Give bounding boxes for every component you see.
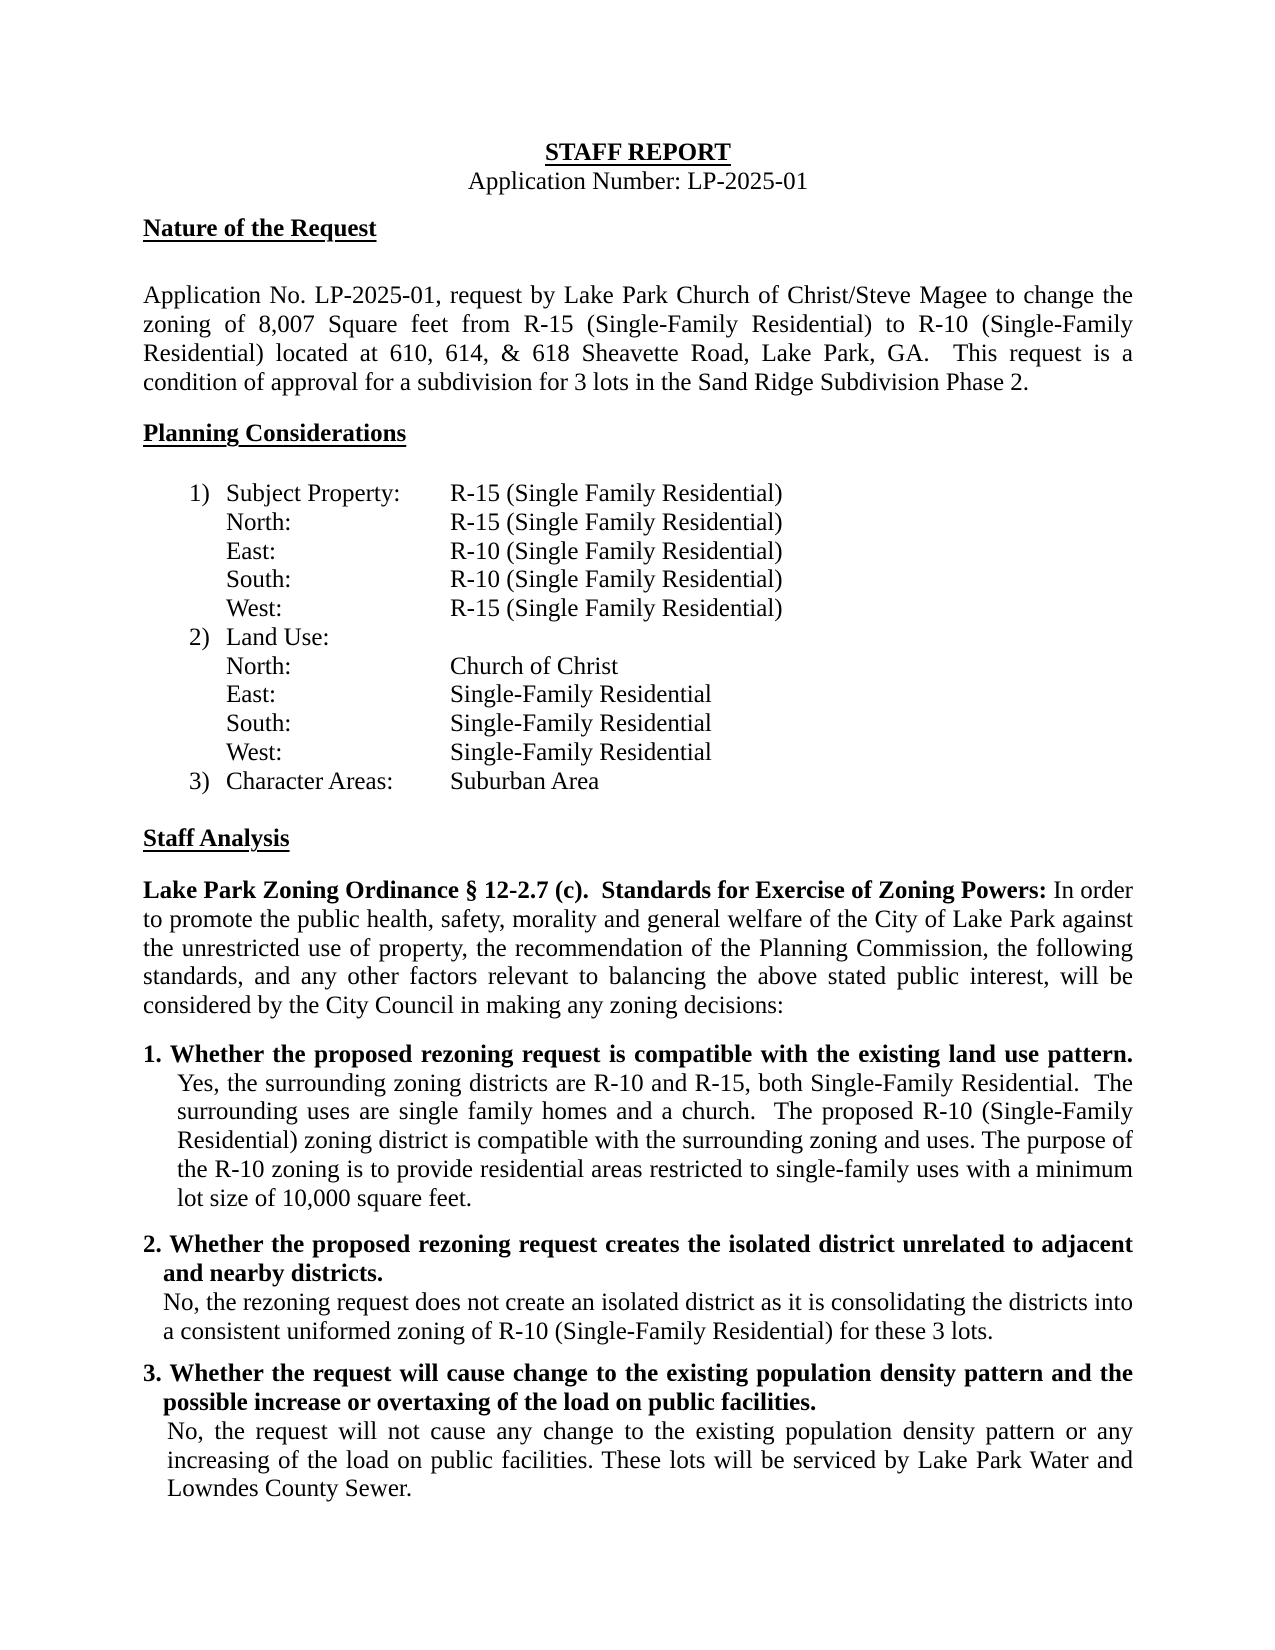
row-label: North: xyxy=(226,508,292,536)
item-number: 2. xyxy=(143,1231,162,1259)
section-heading-planning-considerations: Planning Considerations xyxy=(143,420,407,448)
analysis-item-3 xyxy=(143,1360,1133,1504)
analysis-item-1 xyxy=(143,1041,1133,1214)
row-value: R-15 (Single Family Residential) xyxy=(450,508,783,536)
question-text: Whether the request will cause change to the existing population density pattern and the possible increase or overtaxing of the load on public facilities. xyxy=(163,1360,1133,1416)
row-value: Single-Family Residential xyxy=(450,738,712,766)
planning-row-land-use xyxy=(189,624,1133,653)
nature-of-request-paragraph: Application No. LP-2025-01, request by Lake Park Church of Christ/Steve Magee to change the zoning of 8,007 Square feet from R-15 (Single-Family Residential) to R-10 (Single-Family Residential) located at 610, 614, & 618 Sheavette Road, Lake Park, GA. This request is a condition of approval for a subdivision for 3 lots in the Sand Ridge Subdivision Phase 2. xyxy=(143,282,1133,396)
zoning-ordinance-paragraph xyxy=(143,877,1133,1021)
analysis-answer: Yes, the surrounding zoning districts are R-10 and R-15, both Single-Family Residential. The surrounding uses are single family homes and a church. The proposed R-10 (Single-Family Residential) zoning district is compatible with the surrounding zoning and uses. The purpose of the R-10 zoning is to provide residential areas restricted to single-family uses with a minimum lot size of 10,000 square feet. xyxy=(177,1069,1133,1212)
row-label: West: xyxy=(226,738,283,766)
row-value: Single-Family Residential xyxy=(450,681,712,709)
section-heading-nature-of-request: Nature of the Request xyxy=(143,214,377,242)
row-value: R-10 (Single Family Residential) xyxy=(450,566,783,594)
analysis-answer: No, the rezoning request does not create an isolated district as it is consolidating the districts into a consistent uniformed zoning of R-10 (Single-Family Residential) for these 3 lots. xyxy=(163,1288,1133,1345)
row-label: South: xyxy=(226,566,292,594)
row-label: Land Use: xyxy=(226,623,330,651)
analysis-answer: No, the request will not cause any change to the existing population density pattern or any increasing of the load on public facilities. These lots will be serviced by Lake Park Water and Lowndes County Sewer. xyxy=(167,1417,1133,1503)
row-value: R-10 (Single Family Residential) xyxy=(450,537,783,565)
question-text: Whether the proposed rezoning request is compatible with the existing land use pattern. xyxy=(169,1040,1133,1068)
row-value: R-15 (Single Family Residential) xyxy=(450,480,783,507)
ordinance-text: In order to promote the public health, safety, morality and general welfare of the City of Lake Park against the unrestricted use of property, the recommendation of the Planning Commission, the following standards, and any other factors relevant to balancing the above stated public interest, will be considered by the City Council in making any zoning decisions: xyxy=(143,877,1134,1019)
row-value: Single-Family Residential xyxy=(450,710,712,737)
analysis-question xyxy=(143,1231,1133,1289)
planning-row-landuse-west xyxy=(189,739,1133,768)
row-value: R-15 (Single Family Residential) xyxy=(450,595,783,622)
planning-row-landuse-north xyxy=(189,653,1133,682)
ordinance-citation: Lake Park Zoning Ordinance § 12-2.7 (c). Standards for Exercise of Zoning Powers: xyxy=(143,877,1047,904)
planning-row-character-areas xyxy=(189,768,1133,797)
row-number: 1) xyxy=(189,480,210,507)
row-label: South: xyxy=(226,710,292,737)
planning-row-zoning-west xyxy=(189,595,1133,624)
row-number: 2) xyxy=(189,623,210,651)
planning-row-zoning-east xyxy=(189,538,1133,567)
item-number: 1. xyxy=(143,1040,162,1068)
planning-row-landuse-south xyxy=(189,710,1133,739)
title-block xyxy=(143,139,1133,197)
planning-row-subject-property xyxy=(189,480,1133,509)
row-label: East: xyxy=(226,537,276,565)
question-text: Whether the proposed rezoning request creates the isolated district unrelated to adjacent and nearby districts. xyxy=(163,1231,1133,1287)
row-label: West: xyxy=(226,595,283,622)
row-number: 3) xyxy=(189,767,210,795)
planning-considerations-list xyxy=(189,480,1133,796)
row-label: Subject Property: xyxy=(226,480,401,507)
row-value: Church of Christ xyxy=(450,652,619,680)
analysis-question xyxy=(143,1041,1133,1070)
item-number: 3. xyxy=(143,1360,162,1388)
planning-row-zoning-north xyxy=(189,509,1133,538)
doc-title: STAFF REPORT xyxy=(545,139,731,166)
section-heading-staff-analysis: Staff Analysis xyxy=(143,825,290,853)
analysis-item-2 xyxy=(143,1231,1133,1346)
row-label: East: xyxy=(226,681,276,709)
row-label: Character Areas: xyxy=(226,767,394,795)
application-number: Application Number: LP-2025-01 xyxy=(467,167,809,195)
row-label: North: xyxy=(226,652,292,680)
planning-row-landuse-east xyxy=(189,681,1133,710)
planning-row-zoning-south xyxy=(189,566,1133,595)
analysis-question xyxy=(143,1360,1133,1418)
row-value: Suburban Area xyxy=(450,767,600,795)
